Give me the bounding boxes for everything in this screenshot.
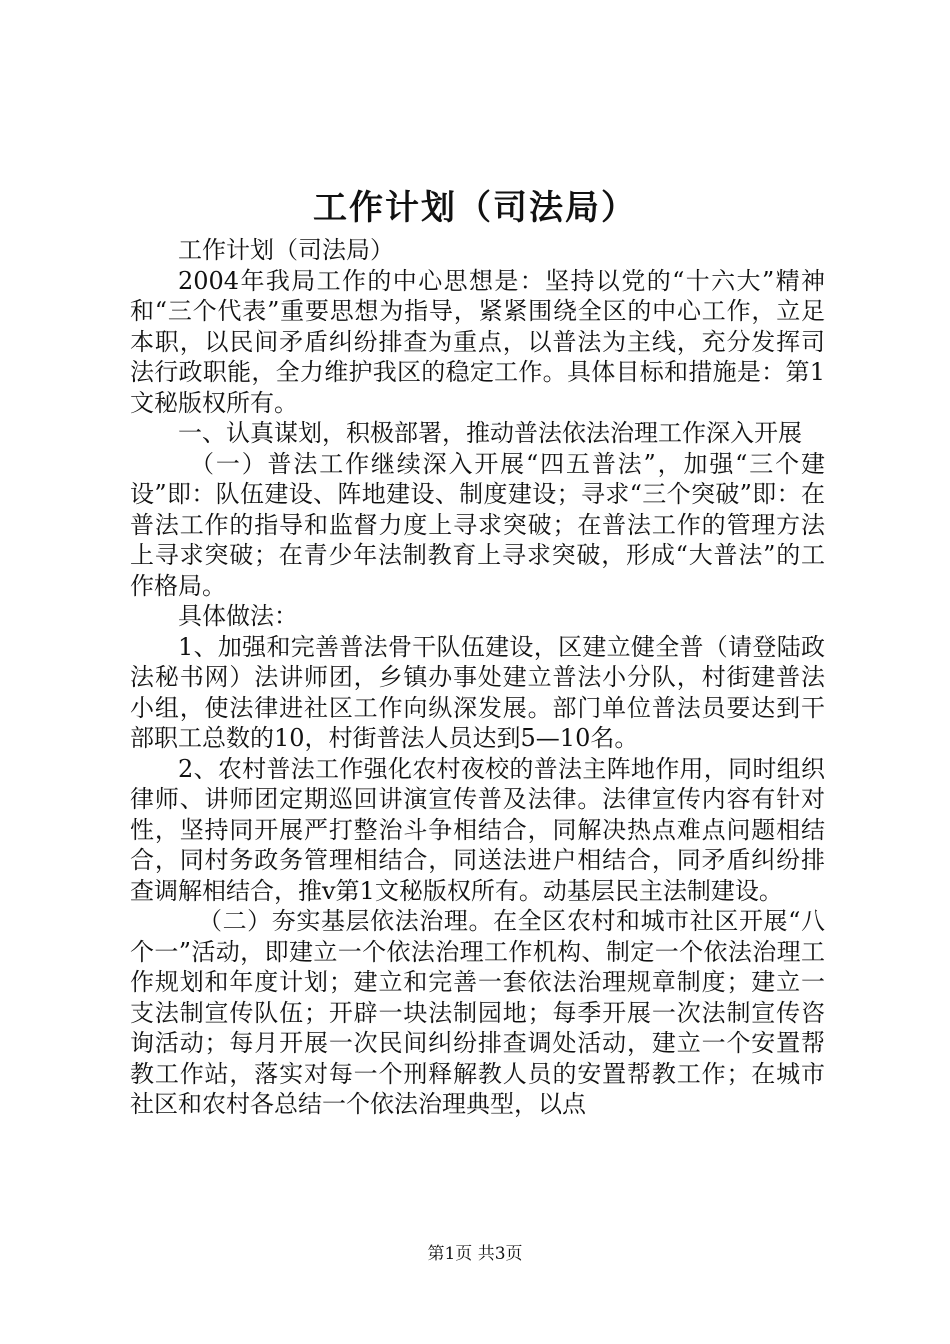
paragraph-intro: 2004年我局工作的中心思想是：坚持以党的“十六大”精神和“三个代表”重要思想为指导，紧紧围绕全区的中心工作，立足本职，以民间矛盾纠纷排查为重点，以普法为主线，充分发挥司法行政职能，全力维护我区的稳定工作。具体目标和措施是：第1文秘版权所有。: [130, 266, 825, 417]
paragraph-section-1: 一、认真谋划，积极部署，推动普法依法治理工作深入开展: [178, 419, 802, 447]
document-title: 工作计划（司法局）: [313, 188, 637, 228]
page-footer: 第1页 共3页: [427, 1244, 523, 1264]
paragraph-heading: 工作计划（司法局）: [178, 236, 394, 264]
paragraph-item-2: 2、农村普法工作强化农村夜校的普法主阵地作用，同时组织律师、讲师团定期巡回讲演宣传普及法律。法律宣传内容有针对性，坚持同开展严打整治斗争相结合，同解决热点难点问题相结合，同村务政务管理相结合，同送法进户相结合，同矛盾纠纷排查调解相结合，推v第1文秘版权所有。动基层民主法制建设。: [130, 754, 825, 905]
paragraph-item-1: 1、加强和完善普法骨干队伍建设，区建立健全普（请登陆政法秘书网）法讲师团，乡镇办事处建立普法小分队，村街建普法小组，使法律进社区工作向纵深发展。部门单位普法员要达到干部职工总数的10，村街普法人员达到5—10名。: [130, 632, 825, 752]
paragraph-subsection-1: （一）普法工作继续深入开展“四五普法”，加强“三个建设”即：队伍建设、阵地建设、制度建设；寻求“三个突破”即：在普法工作的指导和监督力度上寻求突破；在普法工作的管理方法上寻求突破；在青少年法制教育上寻求突破，形成“大普法”的工作格局。: [130, 449, 825, 600]
paragraph-methods-label: 具体做法：: [178, 602, 298, 630]
document-body: [130, 235, 825, 1120]
paragraph-subsection-2: （二）夯实基层依法治理。在全区农村和城市社区开展“八个一”活动，即建立一个依法治理工作机构、制定一个依法治理工作规划和年度计划；建立和完善一套依法治理规章制度；建立一支法制宣传队伍；开辟一块法制园地；每季开展一次法制宣传咨询活动；每月开展一次民间纠纷排查调处活动，建立一个安置帮教工作站，落实对每一个刑释解教人员的安置帮教工作；在城市社区和农村各总结一个依法治理典型，以点: [130, 907, 825, 1118]
